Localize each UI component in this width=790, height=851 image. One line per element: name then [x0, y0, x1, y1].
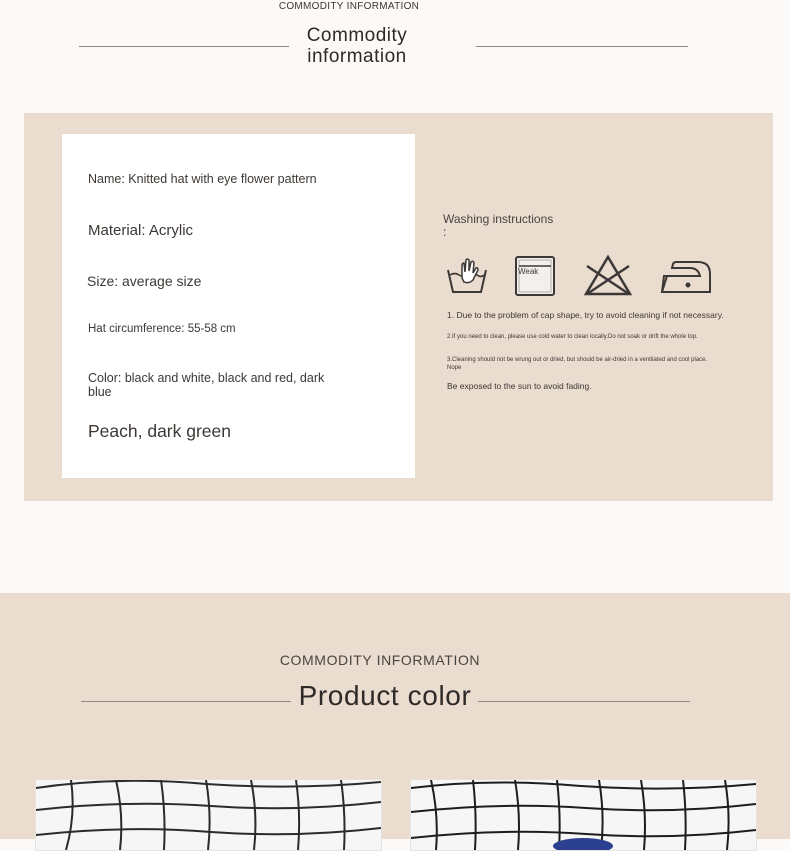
spec-color-more: Peach, dark green [88, 421, 232, 441]
spec-circumference: Hat circumference: 55-58 cm [88, 323, 236, 335]
iron-icon [658, 254, 702, 298]
spec-card [62, 134, 415, 478]
washing-note-3: 3.Cleaning should not be wrung out or dried, but should be air-dried in a ventilated and cool place. Nope [447, 357, 708, 371]
weak-spin-icon [514, 254, 558, 298]
washing-heading: Washing instructions : [443, 212, 554, 239]
washing-note-2: 2.If you need to clean, please use cold water to clean locally.Do not soak or drift the whole top. [447, 334, 698, 340]
title-rule-right [478, 701, 690, 702]
hand-wash-icon [445, 254, 489, 298]
product-photo [35, 779, 382, 851]
product-photo [410, 779, 757, 851]
spec-name: Name: Knitted hat with eye flower pattern [88, 172, 317, 186]
section-eyebrow: COMMODITY INFORMATION [278, 1, 420, 12]
spec-material: Material: Acrylic [88, 222, 194, 239]
spec-size: Size: average size [87, 273, 202, 289]
section-title: Product color [298, 680, 472, 711]
no-bleach-icon [583, 254, 627, 298]
spec-color: Color: black and white, black and red, dark blue [88, 371, 325, 399]
title-rule-right [476, 46, 688, 47]
weak-spin-label: Weak [518, 267, 539, 276]
washing-note-4: Be exposed to the sun to avoid fading. [447, 381, 592, 391]
section-eyebrow: COMMODITY INFORMATION [279, 652, 481, 668]
section-title: Commodity information [306, 25, 408, 67]
washing-note-1: 1. Due to the problem of cap shape, try to avoid cleaning if not necessary. [447, 310, 724, 320]
title-rule-left [79, 46, 289, 47]
